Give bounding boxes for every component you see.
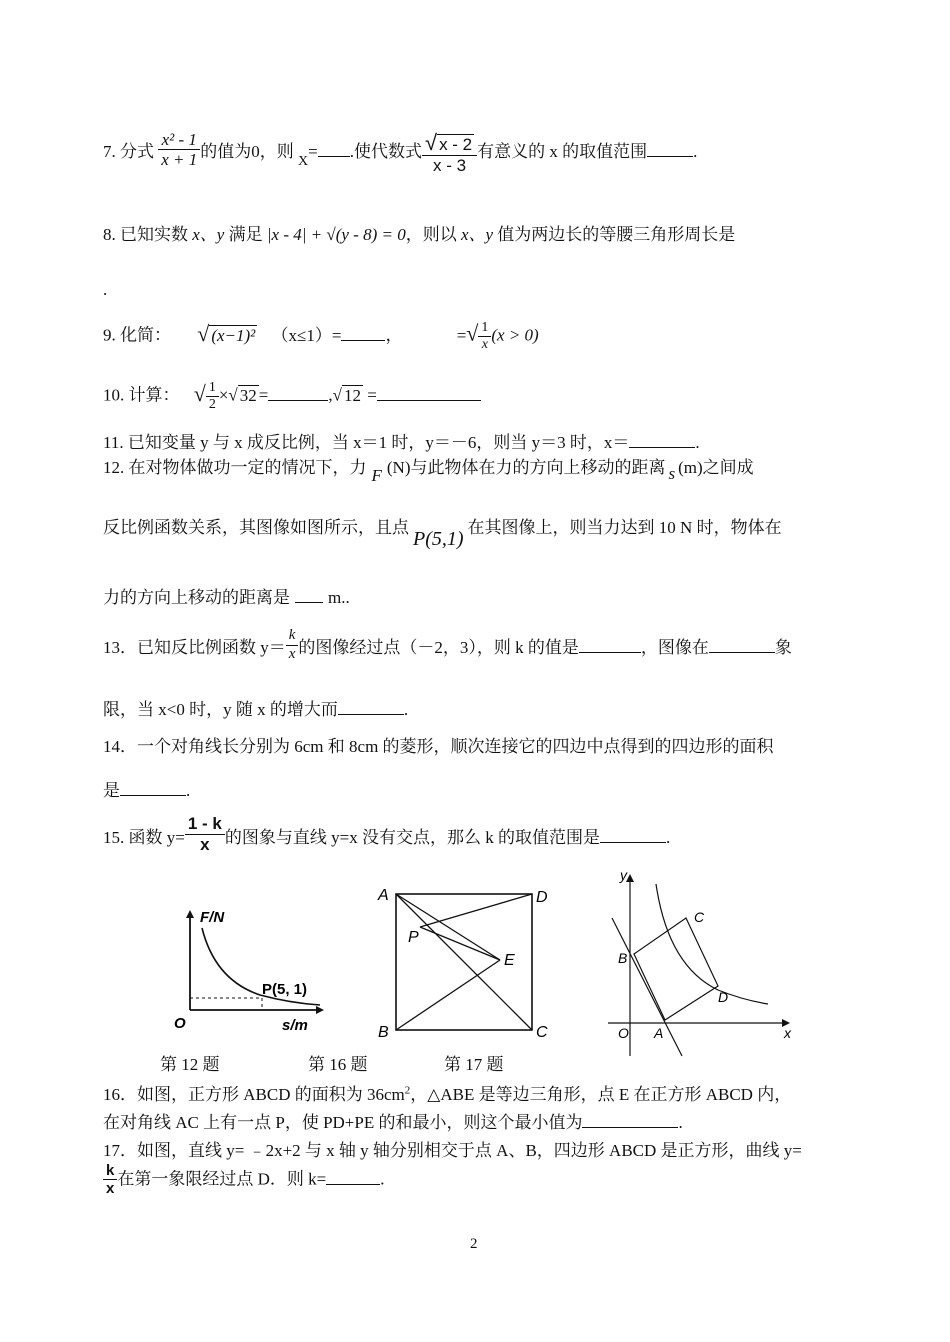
y-axis-label: F/N (200, 909, 225, 926)
answer-blank[interactable] (647, 142, 693, 157)
label-d: D (718, 989, 729, 1005)
answer-blank[interactable] (326, 1170, 380, 1185)
question-12-line3: 力的方向上移动的距离是 m.. (103, 588, 350, 607)
answer-blank[interactable] (377, 386, 481, 401)
answer-blank[interactable] (318, 142, 350, 157)
question-8: 8. 已知实数 x、y 满足 |x - 4| + √(y - 8) = 0，则以 x、y 值为两边长的等腰三角形周长是 (103, 225, 736, 244)
figure-16 (370, 880, 555, 1040)
question-14-line2: 是 . (103, 781, 191, 800)
question-15: 15. 函数 y= $\frac{1 - k}{x}$ 的图象与直线 y=x 没有交点，那么 k 的取值范围是 . (103, 814, 671, 854)
point-label: P(5, 1) (262, 981, 308, 998)
caption-12: 第 12 题 (160, 1055, 220, 1074)
question-13-line2: 限，当 x<0 时，y 随 x 的增大而 . (103, 700, 409, 719)
x-axis-label: s/m (282, 1017, 308, 1034)
answer-blank[interactable] (268, 386, 328, 401)
label-a: A (378, 887, 389, 904)
hyperbola-curve (656, 884, 768, 1004)
answer-blank[interactable] (579, 638, 641, 653)
label-d: D (536, 889, 548, 906)
question-13: 13．已知反比例函数 y＝ $\frac{k}{x}$ 的图像经过点（－2，3），则 k 的值是 ，图像在 象 (103, 627, 792, 662)
label-a: A (654, 1025, 664, 1041)
segment-ae (396, 894, 500, 960)
question-12-line2: 反比例函数关系，其图像如图所示，且点P(5,1)在其图像上，则当力达到 10 N 时，物体在 (103, 518, 782, 550)
question-17: 17．如图，直线 y= ﹣2x+2 与 x 轴 y 轴分别相交于点 A、B，四边形 ABCD 是正方形，曲线 y= (103, 1141, 802, 1160)
answer-blank[interactable] (341, 326, 385, 341)
answer-blank[interactable] (120, 781, 186, 796)
question-8-line2: . (103, 280, 108, 299)
segment-be (396, 960, 500, 1030)
y-axis-arrow (626, 874, 634, 882)
question-7: 7. 分式 $\frac{\text{x² - 1}}{x + 1}$ 的值为0，则 $_X$= .使代数式 $\frac{√ x - 2}{x - 3}$ 有意义的 x 的取值范围 . (103, 129, 698, 176)
y-label: y (620, 867, 627, 883)
answer-blank[interactable] (338, 700, 404, 715)
label-b: B (378, 1024, 389, 1040)
x-axis-arrow (316, 1006, 324, 1014)
question-10: 10. 计算： √ $\frac{1}{2}$ ×√ 32 = ,√ 12 = (103, 380, 481, 413)
question-16: 16．如图，正方形 ABCD 的面积为 $36cm^2$，△ABE 是等边三角形，点 E 在正方形 ABCD 内， (103, 1084, 792, 1104)
caption-17: 第 17 题 (444, 1055, 504, 1074)
caption-16: 第 16 题 (308, 1055, 368, 1074)
fraction: $\frac{\text{x² - 1}}{x + 1}$ (158, 130, 200, 170)
answer-blank[interactable] (629, 433, 695, 448)
label-c: C (694, 909, 705, 925)
answer-blank[interactable] (295, 588, 323, 603)
y-axis-arrow (186, 910, 194, 918)
segment-pd (420, 894, 532, 927)
page-number: 2 (470, 1236, 478, 1252)
answer-blank[interactable] (582, 1113, 678, 1128)
question-17-line2: $\frac{k}{x}$ 在第一象限经过点 D．则 k= . (103, 1164, 384, 1198)
label-c: C (536, 1024, 548, 1040)
x-label: x (784, 1025, 791, 1041)
label-o: O (618, 1025, 629, 1041)
square-abcd (634, 918, 718, 1020)
figure-17 (598, 866, 798, 1061)
answer-blank[interactable] (709, 638, 775, 653)
question-9: 9. 化简： √ (x−1)² （x≤1）= ， =√ $\frac{1}{x}$ (x > 0) (103, 320, 539, 353)
question-12-line1: 12. 在对物体做功一定的情况下，力 F (N)与此物体在力的方向上移动的距离 s (m)之间成 (103, 458, 754, 485)
segment-pe (420, 927, 500, 960)
question-14: 14．一个对角线长分别为 6cm 和 8cm 的菱形，顺次连接它的四边中点得到的四边形的面积 (103, 737, 774, 756)
label-e: E (504, 952, 515, 969)
question-11: 11. 已知变量 y 与 x 成反比例，当 x＝1 时，y＝－6，则当 y＝3 时，x＝ . (103, 433, 700, 452)
origin-label: O (174, 1015, 186, 1032)
label-p: P (408, 929, 419, 946)
answer-blank[interactable] (600, 828, 666, 843)
question-16-line2: 在对角线 AC 上有一点 P，使 PD+PE 的和最小，则这个最小值为 . (103, 1113, 683, 1132)
label-b: B (618, 950, 628, 966)
sqrt-fraction: $\frac{√ x - 2}{x - 3}$ (422, 130, 477, 176)
figure-12 (170, 900, 340, 1040)
